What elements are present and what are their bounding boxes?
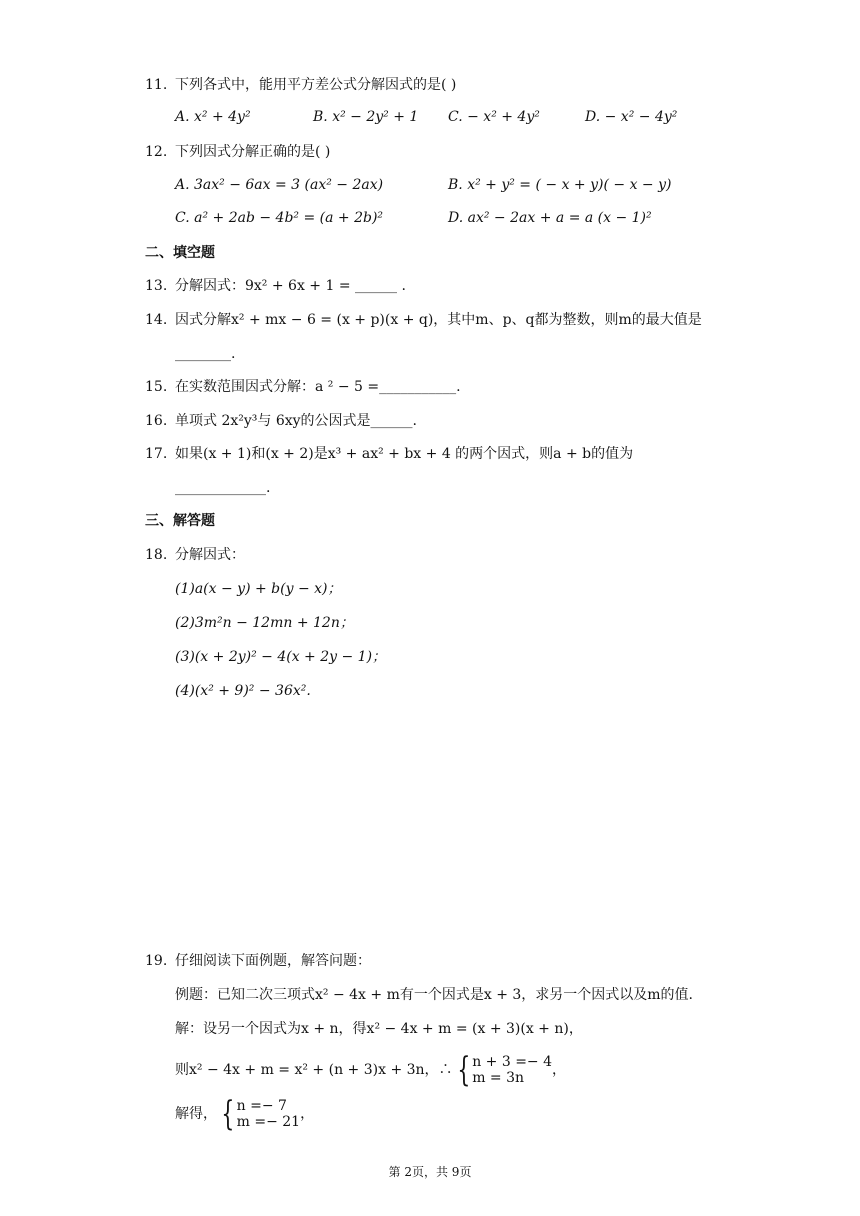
system-2-eq-1: n =− 7 — [236, 1098, 287, 1114]
page-footer: 第 2页，共 9页 — [388, 1165, 472, 1179]
q18-part-4: (4)(x² + 9)² − 36x². — [175, 683, 311, 699]
q19-solution-line-3-text: 解得， — [175, 1106, 217, 1122]
q11-stem: 下列各式中，能用平方差公式分解因式的是( ) — [175, 77, 457, 93]
equation-system-1 — [472, 1054, 552, 1086]
q11-option-b: B. x² − 2y² + 1 — [313, 109, 419, 125]
section-answer: 三、解答题 — [145, 513, 215, 529]
brace-icon: { — [221, 1094, 235, 1134]
q19-solution-line-3-end: ， — [300, 1106, 315, 1122]
system-1-eq-1: n + 3 =− 4 — [472, 1054, 553, 1070]
q12-option-d: D. ax² − 2ax + a = a (x − 1)² — [448, 210, 652, 226]
q18-part-1: (1)a(x − y) + b(y − x)； — [175, 581, 342, 597]
q17-number: 17. — [145, 446, 168, 462]
q16-number: 16. — [145, 413, 168, 429]
system-2-eq-2: m =− 21 — [236, 1114, 301, 1130]
q14-number: 14. — [145, 312, 168, 328]
q12-option-c: C. a² + 2ab − 4b² = (a + 2b)² — [175, 210, 384, 226]
q19-number: 19. — [145, 953, 168, 969]
q15-text: 在实数范围因式分解：a ² − 5 =___________. — [175, 379, 461, 395]
q19-solution-line-2 — [175, 1052, 566, 1088]
q18-stem: 分解因式： — [175, 547, 245, 563]
q14-blank: ________. — [175, 346, 236, 362]
q11-number: 11. — [145, 77, 168, 93]
q19-solution-line-1: 解：设另一个因式为x + n，得x² − 4x + m = (x + 3)(x + n)， — [175, 1021, 583, 1037]
q17-text: 如果(x + 1)和(x + 2)是x³ + ax² + bx + 4 的两个因式，则a + b的值为 — [175, 446, 634, 462]
q13-text: 分解因式：9x² + 6x + 1 = ______ . — [175, 278, 406, 294]
q15-number: 15. — [145, 379, 168, 395]
q19-solution-line-2-end: ， — [552, 1062, 567, 1078]
q14-text: 因式分解x² + mx − 6 = (x + p)(x + q)，其中m、p、q都为整数，则m的最大值是 — [175, 312, 702, 328]
q19-solution-line-2-text: 则x² − 4x + m = x² + (n + 3)x + 3n，∴ — [175, 1062, 453, 1078]
q18-part-3: (3)(x + 2y)² − 4(x + 2y − 1)； — [175, 649, 387, 665]
section-fill-in: 二、填空题 — [145, 245, 215, 261]
q12-stem: 下列因式分解正确的是( ) — [175, 144, 331, 160]
q17-blank: _____________. — [175, 480, 271, 496]
q11-option-d: D. − x² − 4y² — [585, 109, 678, 125]
q18-number: 18. — [145, 547, 168, 563]
system-1-eq-2: m = 3n — [472, 1070, 525, 1086]
equation-system-2 — [237, 1098, 300, 1130]
q13-number: 13. — [145, 278, 168, 294]
q19-stem: 仔细阅读下面例题，解答问题： — [175, 953, 371, 969]
q16-text: 单项式 2x²y³与 6xy的公因式是______. — [175, 413, 417, 429]
q12-option-b: B. x² + y² = ( − x + y)( − x − y) — [448, 177, 672, 193]
q19-example: 例题：已知二次三项式x² − 4x + m有一个因式是x + 3，求另一个因式以及m的值. — [175, 987, 694, 1003]
q12-option-a: A. 3ax² − 6ax = 3 (ax² − 2ax) — [175, 177, 384, 193]
q11-option-c: C. − x² + 4y² — [448, 109, 540, 125]
q18-part-2: (2)3m²n − 12mn + 12n； — [175, 615, 354, 631]
q11-option-a: A. x² + 4y² — [175, 109, 251, 125]
q12-number: 12. — [145, 144, 168, 160]
q19-solution-line-3 — [175, 1096, 314, 1132]
brace-icon: { — [456, 1050, 470, 1090]
